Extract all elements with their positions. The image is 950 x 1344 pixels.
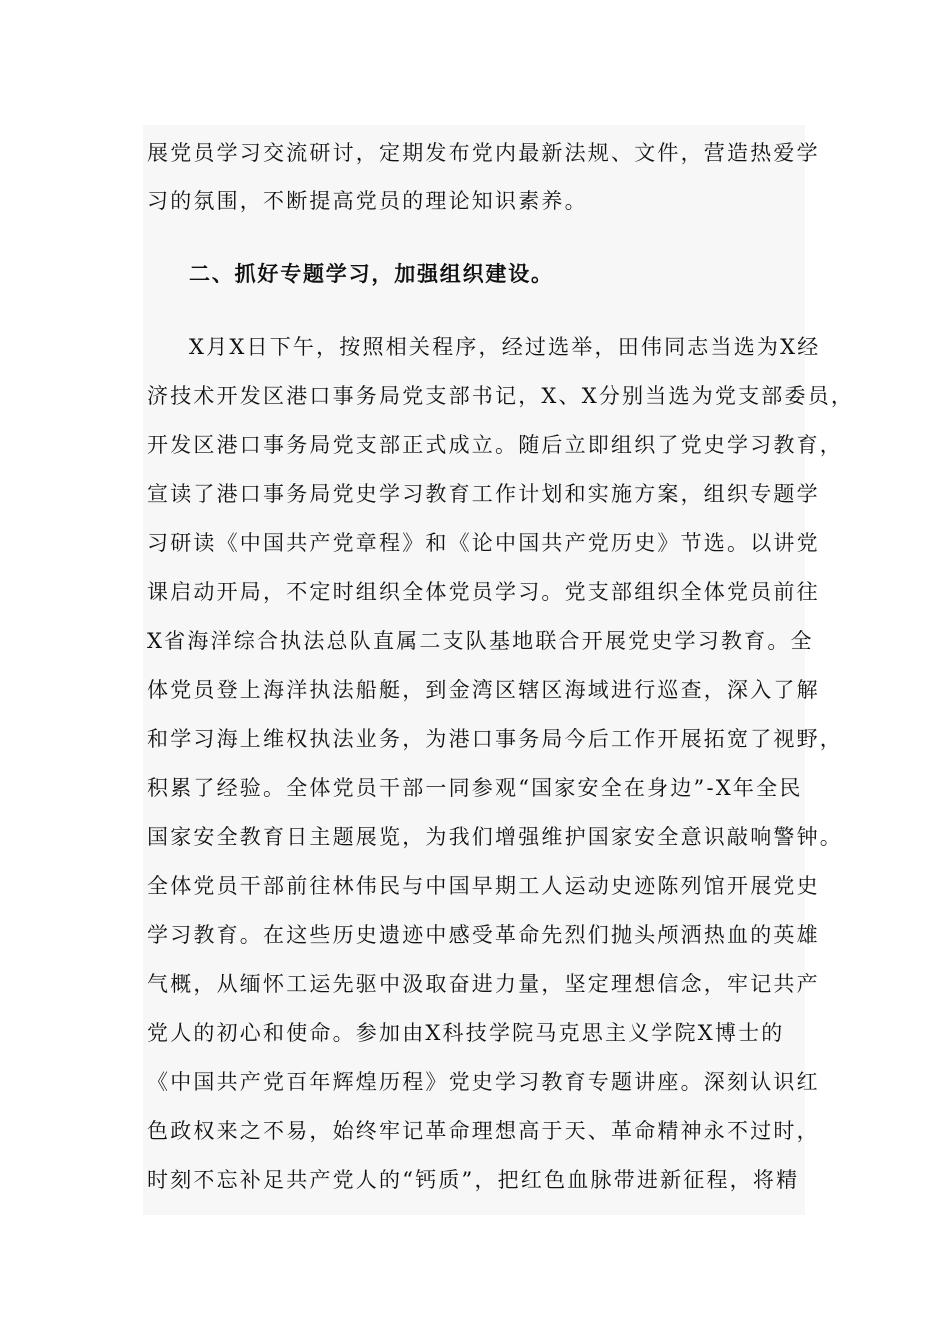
- paragraph-line: 习研读《中国共产党章程》和《论中国共产党历史》节选。以讲党: [147, 531, 820, 555]
- paragraph-line: 济技术开发区港口事务局党支部书记，X、X分别当选为党支部委员，: [147, 384, 855, 408]
- paragraph-line: 课启动开局，不定时组织全体党员学习。党支部组织全体党员前往: [147, 580, 820, 604]
- paragraph-line: 《中国共产党百年辉煌历程》党史学习教育专题讲座。深刻认识红: [147, 1070, 820, 1094]
- paragraph-line: X月X日下午，按照相关程序，经过选举，田伟同志当选为X经: [189, 335, 821, 359]
- document-text-block: [143, 125, 855, 1215]
- paragraph-line: 展党员学习交流研讨，定期发布党内最新法规、文件，营造热爱学: [147, 141, 820, 165]
- section-heading: 二、抓好专题学习，加强组织建设。: [189, 261, 554, 286]
- paragraph-line: X省海洋综合执法总队直属二支队基地联合开展党史学习教育。全: [147, 629, 814, 653]
- paragraph-line: 宣读了港口事务局党史学习教育工作计划和实施方案，组织专题学: [147, 482, 820, 506]
- paragraph-line: 积累了经验。全体党员干部一同参观“国家安全在身边”-X年全民: [147, 776, 803, 800]
- paragraph-line: 色政权来之不易，始终牢记革命理想高于天、革命精神永不过时，: [147, 1119, 820, 1143]
- paragraph-line: 时刻不忘补足共产党人的“钙质”，把红色血脉带进新征程，将精: [147, 1168, 800, 1192]
- paragraph-line: 学习教育。在这些历史遗迹中感受革命先烈们抛头颅洒热血的英雄: [147, 923, 820, 947]
- paragraph-line: 和学习海上维权执法业务，为港口事务局今后工作开展拓宽了视野，: [147, 727, 843, 751]
- paragraph-line: 全体党员干部前往林伟民与中国早期工人运动史迹陈列馆开展党史: [147, 874, 820, 898]
- paragraph-line: 气概，从缅怀工运先驱中汲取奋进力量，坚定理想信念，牢记共产: [147, 972, 820, 996]
- paragraph-line: 习的氛围，不断提高党员的理论知识素养。: [147, 189, 588, 213]
- paragraph-line: 开发区港口事务局党支部正式成立。随后立即组织了党史学习教育，: [147, 433, 843, 457]
- paragraph-line: 党人的初心和使命。参加由X科技学院马克思主义学院X博士的: [147, 1021, 785, 1045]
- paragraph-line: 国家安全教育日主题展览，为我们增强维护国家安全意识敲响警钟。: [147, 825, 843, 849]
- paragraph-line: 体党员登上海洋执法船艇，到金湾区辖区海域进行巡查，深入了解: [147, 678, 820, 702]
